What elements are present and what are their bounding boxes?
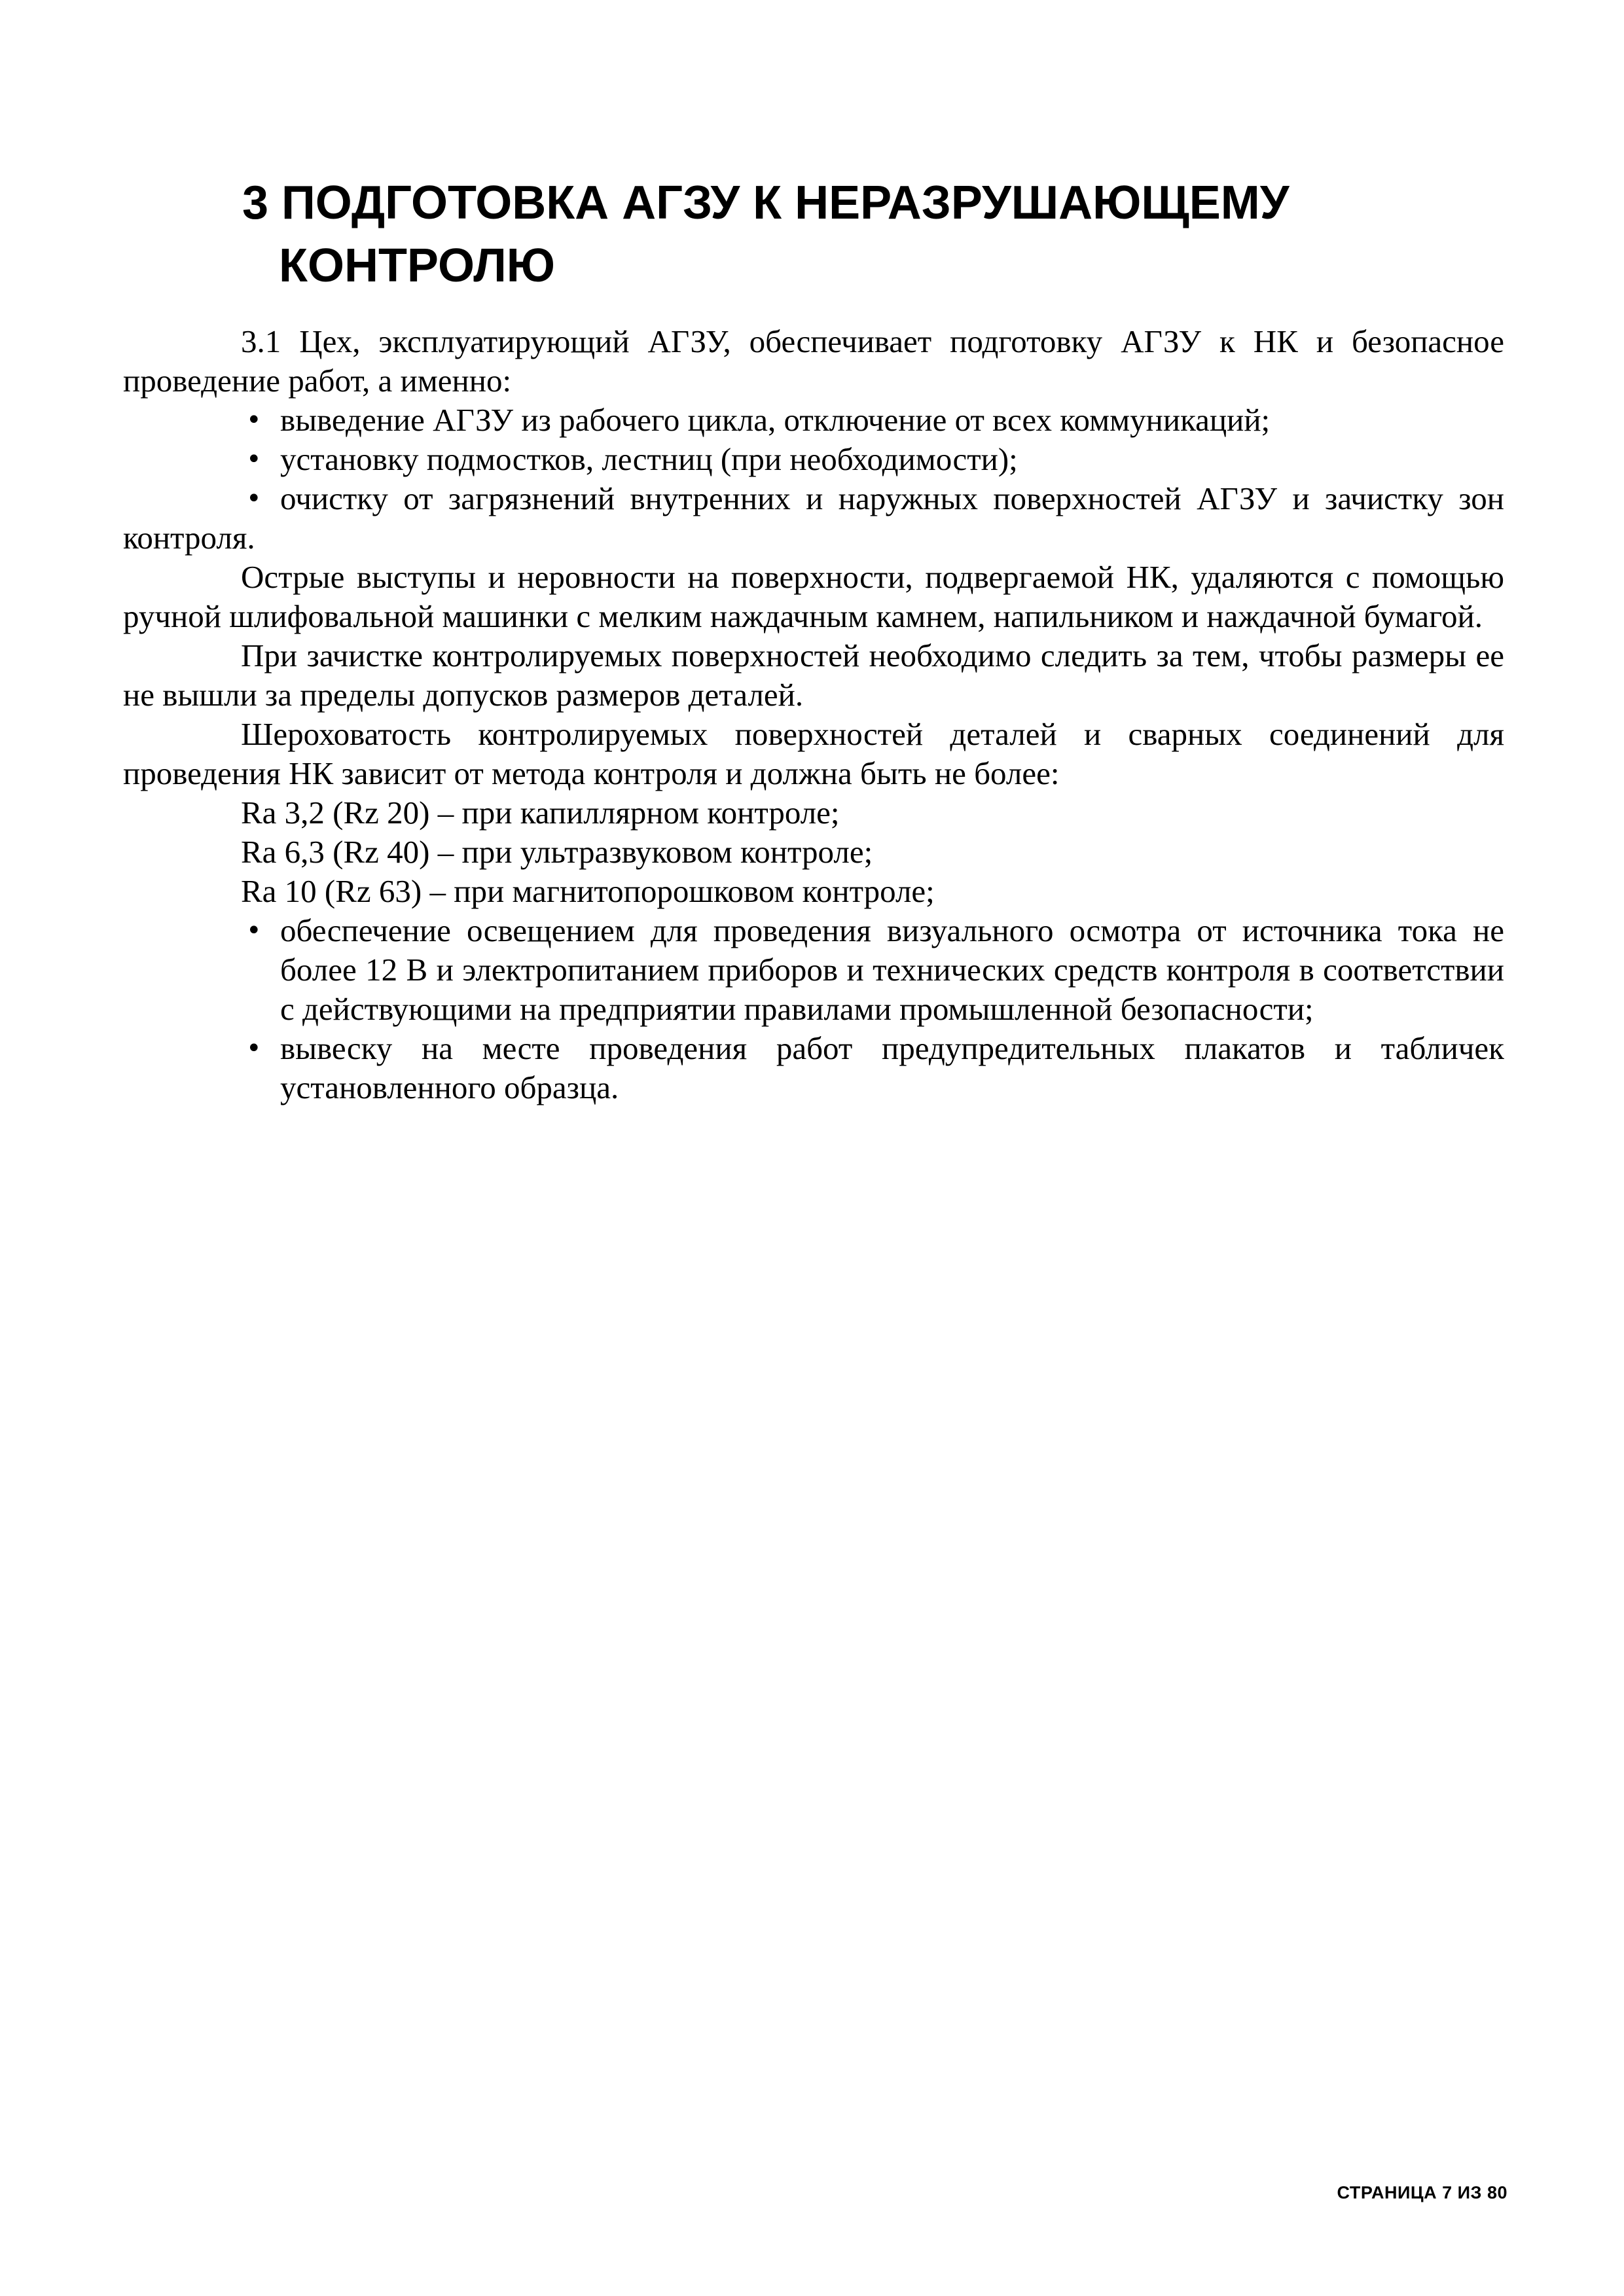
bullet-icon: • — [246, 1033, 262, 1064]
list-item — [123, 479, 1504, 558]
list-item-text: выведение АГЗУ из рабочего цикла, отключение от всех коммуникаций; — [280, 402, 1271, 438]
section-heading — [242, 171, 1486, 297]
paragraph-surface-prep: Острые выступы и неровности на поверхности, подвергаемой НК, удаляются с помощью ручной шлифовальной машинки с мелким наждачным камнем, напильником и наждачной бумагой. — [123, 559, 1504, 634]
bullet-icon: • — [246, 484, 262, 514]
roughness-item: Ra 10 (Rz 63) – при магнитопорошковом контроле; — [241, 873, 935, 909]
roughness-item: Ra 6,3 (Rz 40) – при ультразвуковом контроле; — [241, 834, 873, 870]
paragraph-3-1: 3.1 Цех, эксплуатирующий АГЗУ, обеспечивает подготовку АГЗУ к НК и безопасное проведение работ, а именно: — [123, 323, 1504, 399]
section-heading-line-2: КОНТРОЛЮ — [279, 240, 555, 292]
list-item — [123, 440, 1504, 479]
bullet-icon: • — [246, 405, 262, 435]
document-body — [123, 322, 1504, 1107]
list-item-text: вывеску на месте проведения работ предупредительных плакатов и табличек установленного образца. — [280, 1030, 1504, 1105]
roughness-item: Ra 3,2 (Rz 20) – при капиллярном контроле; — [241, 795, 840, 831]
bullet-icon: • — [246, 444, 262, 475]
page-number: СТРАНИЦА 7 ИЗ 80 — [1337, 2183, 1507, 2202]
list-item-text: очистку от загрязнений внутренних и наружных поверхностей АГЗУ и зачистку зон контроля. — [123, 480, 1504, 556]
list-item — [123, 401, 1504, 440]
list-item-text: установку подмостков, лестниц (при необходимости); — [280, 441, 1018, 477]
bullet-icon: • — [246, 916, 262, 946]
paragraph-roughness: Шероховатость контролируемых поверхностей деталей и сварных соединений для проведения НК зависит от метода контроля и должна быть не более: — [123, 716, 1504, 791]
list-item-text: обеспечение освещением для проведения визуального осмотра от источника тока не более 12 В и электропитанием приборов и технических средств контроля в соответствии с действующими на предприятии правилами промышленной безопасности; — [280, 912, 1504, 1027]
paragraph-cleaning: При зачистке контролируемых поверхностей необходимо следить за тем, чтобы размеры ее не вышли за пределы допусков размеров деталей. — [123, 637, 1504, 713]
section-heading-line-1: 3 ПОДГОТОВКА АГЗУ К НЕРАЗРУШАЮЩЕМУ — [242, 177, 1290, 229]
list-item — [123, 911, 1504, 1029]
list-item — [123, 1029, 1504, 1107]
